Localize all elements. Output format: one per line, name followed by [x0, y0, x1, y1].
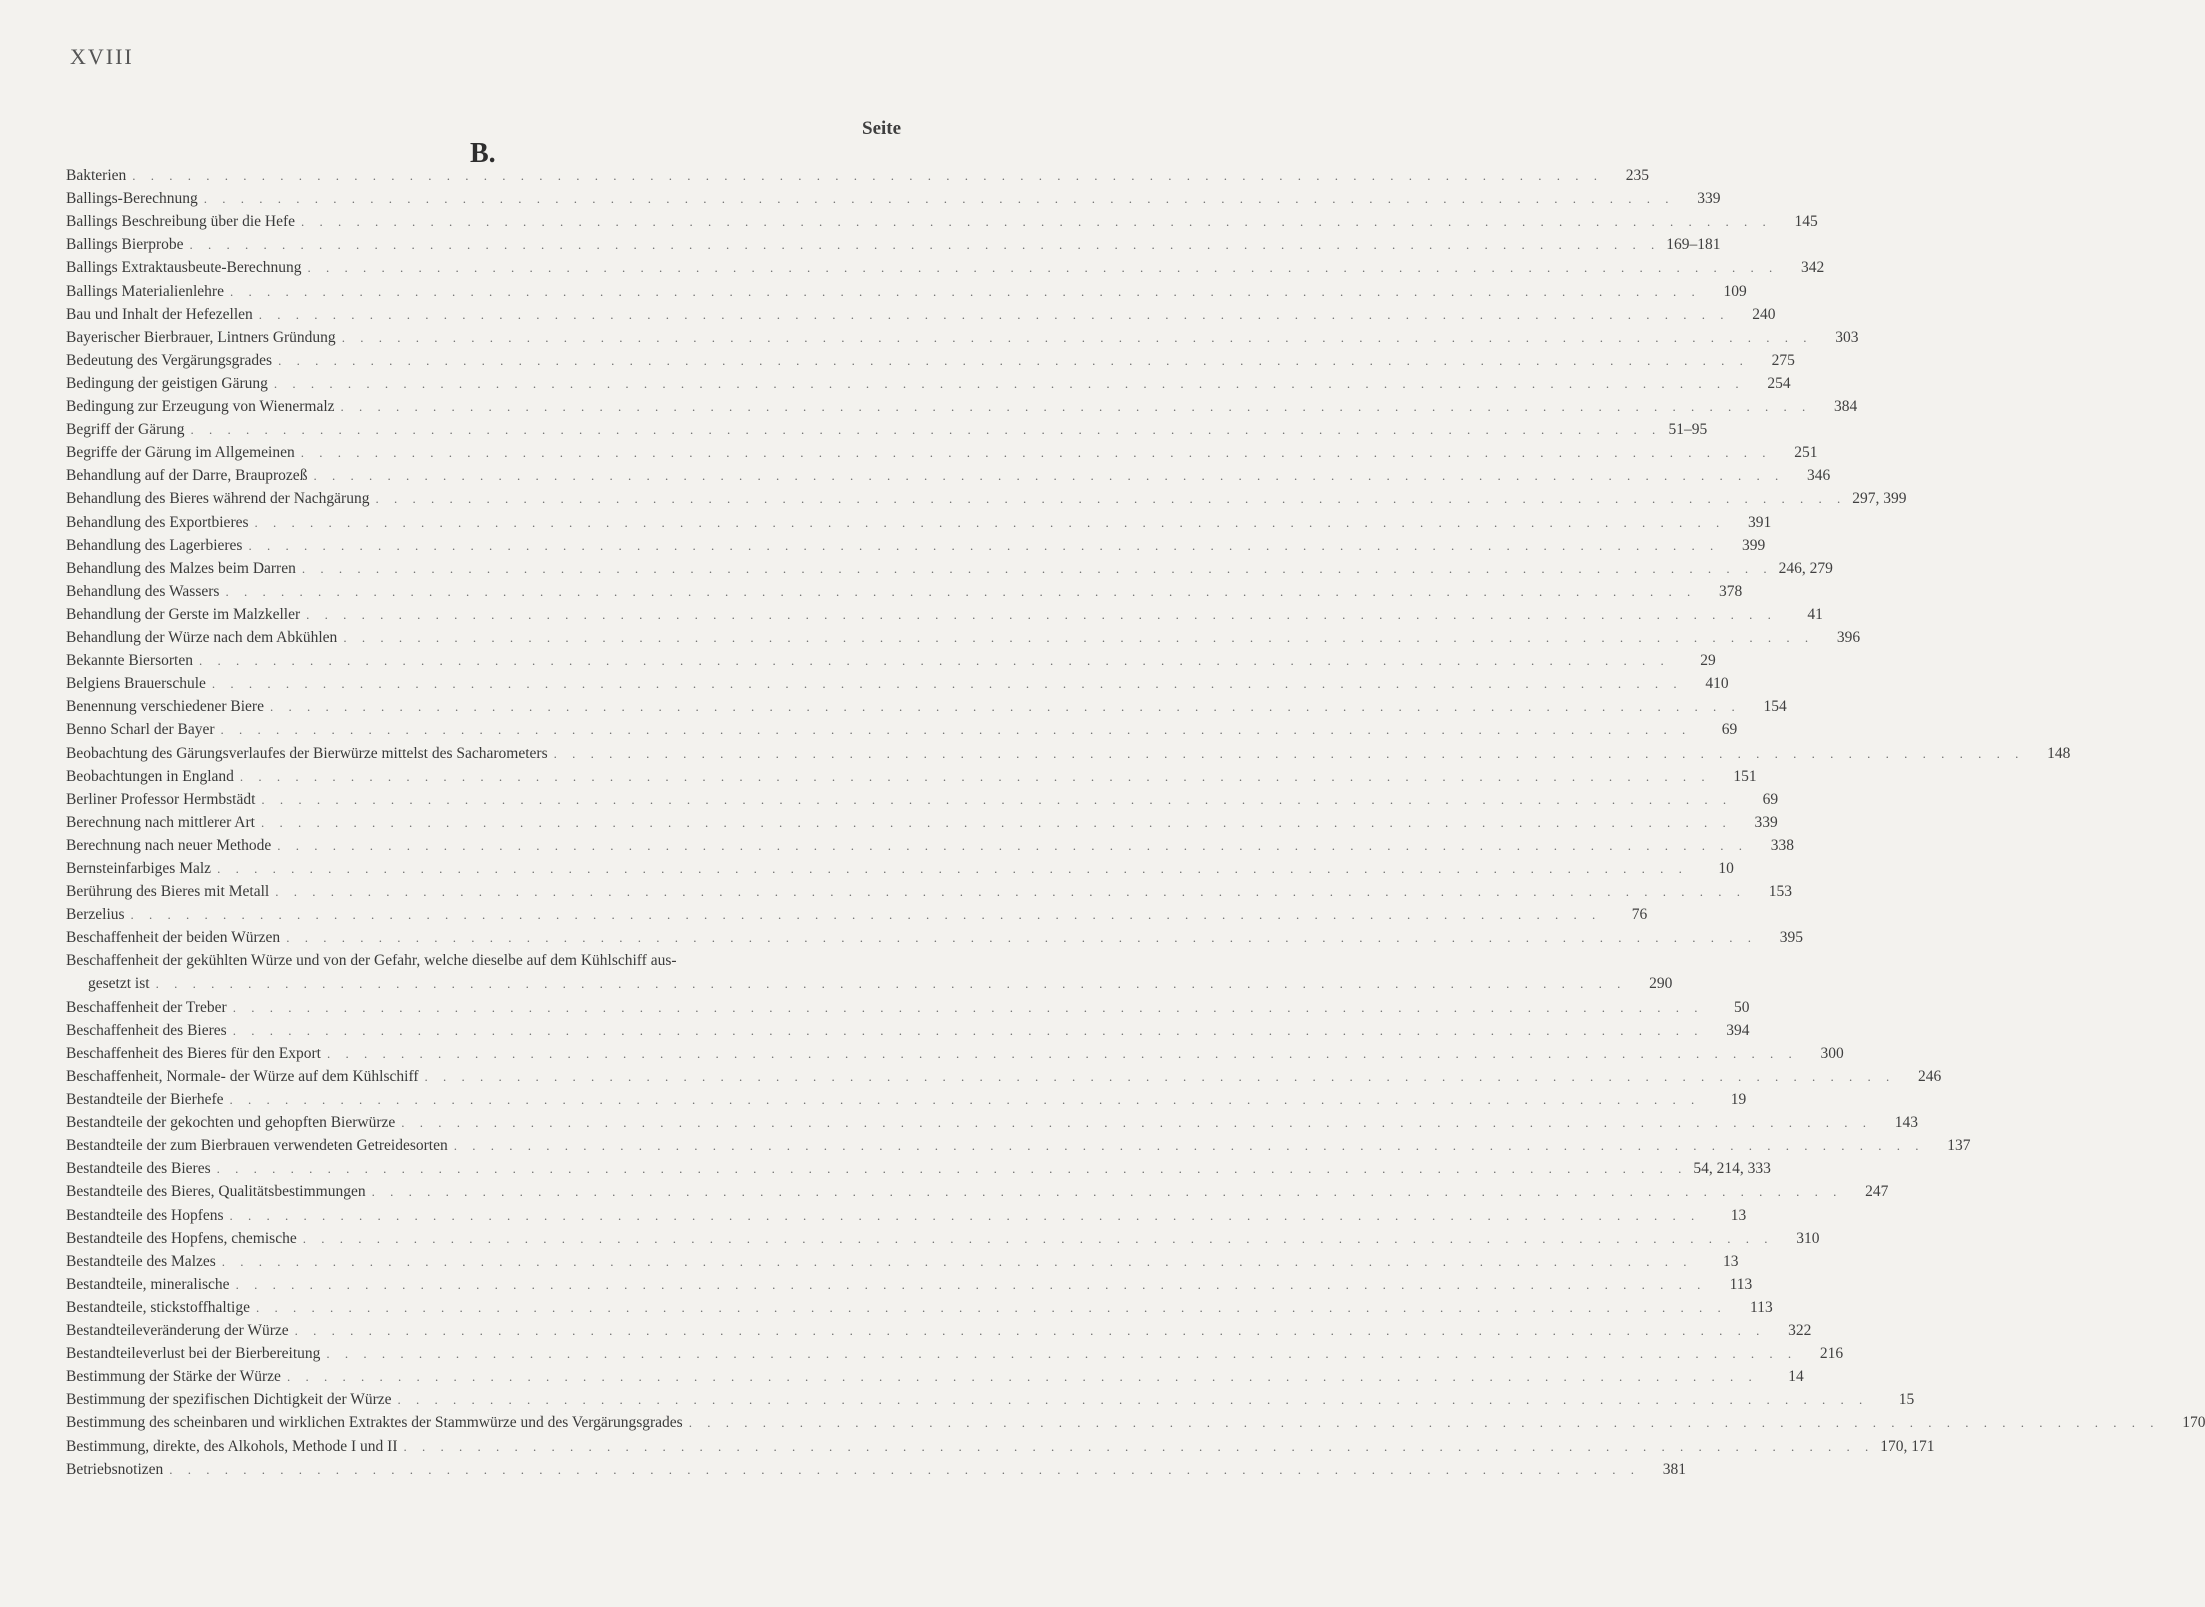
- page-reference: 338: [1770, 836, 1795, 854]
- index-entry: [66, 513, 1772, 532]
- entry-term: Bestandteileverlust bei der Bierbereitung: [66, 1345, 321, 1363]
- entry-term: Benennung verschiedener Biere: [66, 698, 264, 716]
- index-entry: [66, 883, 1792, 901]
- index-entry: [66, 236, 1721, 254]
- index-entry: [66, 952, 1673, 993]
- entry-term: Bestandteile des Malzes: [66, 1252, 216, 1270]
- page-reference: 69: [1721, 721, 1738, 739]
- dot-leader: . . . . . . . . . . . . . . . . . . . . . . . . . . . . . . . . . . . . . . . . . . . . . . . . . . . . . . . . . . . . . . . . . . . . . . . . . . . . . . . .: [286, 930, 1757, 946]
- entry-term: Berechnung nach neuer Methode: [66, 836, 272, 854]
- page-reference: 41: [1807, 605, 1823, 623]
- page-reference: 342: [1800, 259, 1825, 277]
- dot-leader: . . . . . . . . . . . . . . . . . . . . . . . . . . . . . . . . . . . . . . . . . . . . . . . . . . . . . . . . . . . . . . . . . . . . . . . . . . . . . . . .: [326, 1045, 1798, 1061]
- entry-term: Bau und Inhalt der Hefezellen: [66, 305, 253, 323]
- dot-leader: . . . . . . . . . . . . . . . . . . . . . . . . . . . . . . . . . . . . . . . . . . . . . . . . . . . . . . . . . . . . . . . . . . . . . . . . . . . . . . . .: [302, 1230, 1774, 1246]
- index-entry: [66, 629, 1861, 647]
- page-reference: 148: [2047, 744, 2071, 762]
- index-entry: [66, 490, 1907, 508]
- index-entry: [66, 860, 1734, 878]
- entry-term: Berechnung nach mittlerer Art: [66, 813, 255, 831]
- index-entry: [66, 1160, 1771, 1178]
- entry-term: Bedeutung des Vergärungsgrades: [66, 351, 273, 369]
- index-entry: [66, 813, 1778, 832]
- index-entry: [66, 559, 1833, 578]
- page-reference: 391: [1748, 513, 1772, 531]
- page-reference: 169–181: [1666, 236, 1721, 254]
- entry-term: Betriebsnotizen: [66, 1460, 164, 1478]
- page-reference: 246, 279: [1778, 559, 1833, 577]
- page-reference: 76: [1631, 906, 1648, 924]
- index-entry: [66, 444, 1818, 462]
- page-reference: 54, 214, 333: [1693, 1160, 1771, 1178]
- index-entry: [66, 836, 1795, 855]
- page-reference: 381: [1662, 1460, 1687, 1478]
- dot-leader: . . . . . . . . . . . . . . . . . . . . . . . . . . . . . . . . . . . . . . . . . . . . . . . . . . . . . . . . . . . . . . . . . . . . . . . . . . . . . . . .: [401, 1115, 1873, 1131]
- entry-term: Behandlung des Wassers: [66, 582, 220, 600]
- entry-term: Begriffe der Gärung im Allgemeinen: [66, 444, 295, 462]
- page-reference: 310: [1796, 1229, 1820, 1247]
- dot-leader: . . . . . . . . . . . . . . . . . . . . . . . . . . . . . . . . . . . . . . . . . . . . . . . . . . . . . . . . . . . . . . . . . . . . . . . . . . . . . . . .: [275, 884, 1746, 900]
- entry-term: Bernsteinfarbiges Malz: [66, 860, 212, 877]
- entry-term: Beschaffenheit des Bieres für den Export: [66, 1044, 321, 1062]
- dot-leader: . . . . . . . . . . . . . . . . . . . . . . . . . . . . . . . . . . . . . . . . . . . . . . . . . . . . . . . . . . . . . . . . . . . . . . . . . . . . . . . .: [132, 168, 1604, 183]
- page-reference: 396: [1836, 629, 1861, 646]
- dot-leader: . . . . . . . . . . . . . . . . . . . . . . . . . . . . . . . . . . . . . . . . . . . . . . . . . . . . . . . . . . . . . . . . . . . . . . . . . . . . . . . .: [301, 560, 1773, 576]
- entry-term: Bestimmung, direkte, des Alkohols, Methode I und II: [66, 1437, 398, 1455]
- index-entry: [66, 1044, 1844, 1063]
- page-reference: 240: [1752, 305, 1776, 323]
- entry-term: Behandlung des Bieres während der Nachgärung: [66, 490, 370, 508]
- index-entry: [66, 1114, 1919, 1132]
- entry-term: Bestandteile der gekochten und gehopften Bierwürze: [66, 1114, 396, 1132]
- dot-leader: . . . . . . . . . . . . . . . . . . . . . . . . . . . . . . . . . . . . . . . . . . . . . . . . . . . . . . . . . . . . . . . . . . . . . . . . . . . . . . . .: [221, 1253, 1693, 1269]
- entry-term: Bestandteile der zum Bierbrauen verwendeten Getreidesorten: [66, 1137, 448, 1155]
- entry-term: Bestimmung der spezifischen Dichtigkeit der Würze: [66, 1391, 392, 1409]
- index-entry: [66, 1322, 1812, 1340]
- dot-leader: . . . . . . . . . . . . . . . . . . . . . . . . . . . . . . . . . . . . . . . . . . . . . . . . . . . . . . . . . . . . . . . . . . . . . . . . . . . . . . . .: [261, 791, 1733, 807]
- dot-leader: . . . . . . . . . . . . . . . . . . . . . . . . . . . . . . . . . . . . . . . . . . . . . . . . . . . . . . . . . . . . . . . . . . . . . . . . . . . . . . . .: [371, 1184, 1843, 1200]
- entry-term-continuation: gesetzt ist: [88, 975, 150, 993]
- page-reference: 297, 399: [1852, 490, 1907, 508]
- index-entry: [66, 351, 1795, 370]
- dot-leader: . . . . . . . . . . . . . . . . . . . . . . . . . . . . . . . . . . . . . . . . . . . . . . . . . . . . . . . . . . . . . . . . . . . . . . . . . . . . . . . .: [258, 306, 1730, 322]
- index-entry: [66, 790, 1779, 809]
- dot-leader: . . . . . . . . . . . . . . . . . . . . . . . . . . . . . . . . . . . . . . . . . . . . . . . . . . . . . . . . . . . . . . . . . . . . . . . . . . . . . . . .: [229, 1092, 1701, 1107]
- index-entry: [66, 421, 1708, 439]
- page-reference: 290: [1649, 975, 1673, 993]
- page-reference: 384: [1834, 398, 1858, 415]
- page-reference: 247: [1865, 1183, 1889, 1201]
- entry-term: Ballings Bierprobe: [66, 236, 184, 254]
- index-entry: [66, 1021, 1750, 1040]
- page-reference: 13: [1723, 1252, 1739, 1270]
- dot-leader: . . . . . . . . . . . . . . . . . . . . . . . . . . . . . . . . . . . . . . . . . . . . . . . . . . . . . . . . . . . . . . . . . . . . . . . . . . . . . . . .: [301, 214, 1772, 230]
- entry-term: Bedingung zur Erzeugung von Wienermalz: [66, 398, 335, 415]
- page-reference: 251: [1794, 444, 1818, 462]
- dot-leader: . . . . . . . . . . . . . . . . . . . . . . . . . . . . . . . . . . . . . . . . . . . . . . . . . . . . . . . . . . . . . . . . . . . . . . . . . . . . . . . .: [232, 999, 1704, 1015]
- dot-leader: . . . . . . . . . . . . . . . . . . . . . . . . . . . . . . . . . . . . . . . . . . . . . . . . . . . . . . . . . . . . . . . . . . . . . . . . . . . . . . . .: [341, 329, 1813, 345]
- page-reference: 322: [1788, 1322, 1812, 1339]
- page-reference: 153: [1768, 883, 1792, 901]
- entry-term: Ballings Materialienlehre: [66, 282, 224, 300]
- page-reference: 113: [1729, 1275, 1753, 1293]
- index-entry: [66, 1391, 1915, 1409]
- entry-term: Beobachtungen in England: [66, 767, 234, 785]
- dot-leader: . . . . . . . . . . . . . . . . . . . . . . . . . . . . . . . . . . . . . . . . . . . . . . . . . . . . . . . . . . . . . . . . . . . . . . . . . . . . . . . .: [203, 191, 1675, 207]
- index-entry: [66, 282, 1747, 301]
- index-entry: [66, 744, 2071, 763]
- page-reference: 275: [1771, 351, 1795, 369]
- index-entry: [66, 190, 1721, 208]
- dot-leader: . . . . . . . . . . . . . . . . . . . . . . . . . . . . . . . . . . . . . . . . . . . . . . . . . . . . . . . . . . . . . . . . . . . . . . . . . . . . . . . .: [453, 1138, 1925, 1154]
- page-reference: 13: [1730, 1206, 1747, 1224]
- page-reference: 109: [1723, 282, 1747, 300]
- section-letter: B.: [470, 138, 496, 169]
- index-entry: [66, 998, 1750, 1017]
- page-reference: 15: [1898, 1391, 1915, 1409]
- index-entry: [66, 259, 1825, 277]
- dot-leader: . . . . . . . . . . . . . . . . . . . . . . . . . . . . . . . . . . . . . . . . . . . . . . . . . . . . . . . . . . . . . . . . . . . . . . . . . . . . . . . .: [190, 422, 1662, 438]
- entry-term: Berliner Professor Hermbstädt: [66, 790, 256, 808]
- index-entry: [66, 1252, 1739, 1271]
- dot-leader: . . . . . . . . . . . . . . . . . . . . . . . . . . . . . . . . . . . . . . . . . . . . . . . . . . . . . . . . . . . . . . . . . . . . . . . . . . . . . . . .: [277, 837, 1749, 853]
- dot-leader: . . . . . . . . . . . . . . . . . . . . . . . . . . . . . . . . . . . . . . . . . . . . . . . . . . . . . . . . . . . . . . . . . . . . . . . . . . . . . . . .: [255, 1299, 1727, 1315]
- dot-leader: . . . . . . . . . . . . . . . . . . . . . . . . . . . . . . . . . . . . . . . . . . . . . . . . . . . . . . . . . . . . . . . . . . . . . . . . . . . . . . . .: [286, 1369, 1758, 1385]
- dot-leader: . . . . . . . . . . . . . . . . . . . . . . . . . . . . . . . . . . . . . . . . . . . . . . . . . . . . . . . . . . . . . . . . . . . . . . . . . . . . . . . .: [424, 1068, 1896, 1084]
- dot-leader: . . . . . . . . . . . . . . . . . . . . . . . . . . . . . . . . . . . . . . . . . . . . . . . . . . . . . . . . . . . . . . . . . . . . . . . . . . . . . . . .: [260, 814, 1732, 830]
- page-reference: 339: [1697, 190, 1721, 208]
- dot-leader: . . . . . . . . . . . . . . . . . . . . . . . . . . . . . . . . . . . . . . . . . . . . . . . . . . . . . . . . . . . . . . . . . . . . . . . . . . . . . . . .: [326, 1346, 1798, 1362]
- dot-leader: . . . . . . . . . . . . . . . . . . . . . . . . . . . . . . . . . . . . . . . . . . . . . . . . . . . . . . . . . . . . . . . . . . . . . . . . . . . . . . . .: [403, 1438, 1875, 1454]
- index-entry: [66, 721, 1738, 739]
- entry-term: Bestandteile des Bieres, Qualitätsbestimmungen: [66, 1183, 366, 1201]
- index-entry: [66, 1345, 1844, 1363]
- dot-leader: . . . . . . . . . . . . . . . . . . . . . . . . . . . . . . . . . . . . . . . . . . . . . . . . . . . . . . . . . . . . . . . . . . . . . . . . . . . . . . . .: [248, 537, 1720, 553]
- entry-term: Ballings Beschreibung über die Hefe: [66, 213, 295, 231]
- dot-leader: . . . . . . . . . . . . . . . . . . . . . . . . . . . . . . . . . . . . . . . . . . . . . . . . . . . . . . . . . . . . . . . . . . . . . . . . . . . . . . . .: [235, 1276, 1707, 1292]
- entry-term: Behandlung des Exportbieres: [66, 513, 249, 531]
- index-entry: [66, 305, 1776, 324]
- dot-leader: . . . . . . . . . . . . . . . . . . . . . . . . . . . . . . . . . . . . . . . . . . . . . . . . . . . . . . . . . . . . . . . . . . . . . . . . . . . . . . . .: [220, 722, 1692, 738]
- entry-term: Bekannte Biersorten: [66, 652, 193, 670]
- index-entry: [66, 1067, 1942, 1086]
- entry-term: Ballings-Berechnung: [66, 190, 198, 208]
- index-entry: [66, 652, 1716, 670]
- entry-term: Berzelius: [66, 906, 125, 924]
- entry-term: Behandlung auf der Darre, Brauprozeß: [66, 467, 308, 485]
- entry-term: Bakterien: [66, 167, 127, 184]
- dot-leader: . . . . . . . . . . . . . . . . . . . . . . . . . . . . . . . . . . . . . . . . . . . . . . . . . . . . . . . . . . . . . . . . . . . . . . . . . . . . . . . .: [229, 1207, 1701, 1223]
- entry-term: Bestandteile, mineralische: [66, 1275, 230, 1293]
- dot-leader: . . . . . . . . . . . . . . . . . . . . . . . . . . . . . . . . . . . . . . . . . . . . . . . . . . . . . . . . . . . . . . . . . . . . . . . . . . . . . . . .: [211, 676, 1683, 692]
- index-entry: [66, 1206, 1747, 1225]
- entry-term: Beschaffenheit des Bieres: [66, 1021, 227, 1039]
- dot-leader: . . . . . . . . . . . . . . . . . . . . . . . . . . . . . . . . . . . . . . . . . . . . . . . . . . . . . . . . . . . . . . . . . . . . . . . . . . . . . . . .: [343, 630, 1815, 645]
- page-reference: 246: [1918, 1067, 1942, 1085]
- index-entry: [66, 1298, 1773, 1317]
- entry-term: Benno Scharl der Bayer: [66, 721, 215, 739]
- index-entry: [66, 698, 1787, 716]
- index-entry: [66, 1229, 1820, 1248]
- index-entry: [66, 374, 1791, 393]
- entry-term: Bayerischer Bierbrauer, Lintners Gründung: [66, 328, 336, 346]
- dot-leader: . . . . . . . . . . . . . . . . . . . . . . . . . . . . . . . . . . . . . . . . . . . . . . . . . . . . . . . . . . . . . . . . . . . . . . . . . . . . . . . .: [189, 237, 1661, 253]
- dot-leader: . . . . . . . . . . . . . . . . . . . . . . . . . . . . . . . . . . . . . . . . . . . . . . . . . . . . . . . . . . . . . . . . . . . . . . . . . . . . . . . .: [397, 1392, 1869, 1408]
- dot-leader: . . . . . . . . . . . . . . . . . . . . . . . . . . . . . . . . . . . . . . . . . . . . . . . . . . . . . . . . . . . . . . . . . . . . . . . . . . . . . . . .: [340, 399, 1812, 414]
- entry-term: Bestandteile des Hopfens: [66, 1206, 224, 1224]
- page-number: XVIII: [70, 44, 134, 69]
- index-entry: [66, 167, 1650, 185]
- entry-term: Beschaffenheit, Normale- der Würze auf dem Kühlschiff: [66, 1067, 419, 1085]
- index-entry: [66, 1275, 1753, 1294]
- page-reference: 410: [1705, 675, 1729, 693]
- page-reference: 137: [1947, 1137, 1971, 1155]
- page-reference: 29: [1700, 652, 1716, 670]
- entry-term: Bestandteile, stickstoffhaltige: [66, 1298, 250, 1316]
- index-entry: [66, 1091, 1747, 1109]
- page-reference: 378: [1718, 582, 1743, 600]
- entry-term: Beschaffenheit der Treber: [66, 998, 227, 1016]
- entry-term: Bestandteile des Hopfens, chemische: [66, 1229, 297, 1247]
- entry-term: Bestandteileveränderung der Würze: [66, 1322, 289, 1339]
- entry-term: Behandlung des Malzes beim Darren: [66, 559, 296, 577]
- index-entry: [66, 536, 1766, 555]
- page-reference: 216: [1819, 1345, 1844, 1363]
- page-reference: 235: [1625, 167, 1650, 184]
- index-entry: [66, 1460, 1687, 1479]
- entry-term: Bestimmung der Stärke der Würze: [66, 1368, 281, 1386]
- column-label-seite: Seite: [862, 118, 902, 139]
- page-reference: 399: [1741, 536, 1766, 554]
- dot-leader: . . . . . . . . . . . . . . . . . . . . . . . . . . . . . . . . . . . . . . . . . . . . . . . . . . . . . . . . . . . . . . . . . . . . . . . . . . . . . . . .: [229, 283, 1701, 299]
- entry-term: Beschaffenheit der gekühlten Würze und von der Gefahr, welche dieselbe auf dem Kühlschiff aus-: [66, 952, 677, 970]
- page-reference: 14: [1788, 1368, 1804, 1386]
- index-entry: [66, 929, 1803, 947]
- entry-term: Begriff der Gärung: [66, 421, 185, 439]
- dot-leader: . . . . . . . . . . . . . . . . . . . . . . . . . . . . . . . . . . . . . . . . . . . . . . . . . . . . . . . . . . . . . . . . . . . . . . . . . . . . . . . .: [313, 468, 1785, 484]
- entry-term: Behandlung des Lagerbieres: [66, 536, 243, 554]
- dot-leader: . . . . . . . . . . . . . . . . . . . . . . . . . . . . . . . . . . . . . . . . . . . . . . . . . . . . . . . . . . . . . . . . . . . . . . . . . . . . . . . .: [232, 1022, 1704, 1038]
- dot-leader: . . . . . . . . . . . . . . . . . . . . . . . . . . . . . . . . . . . . . . . . . . . . . . . . . . . . . . . . . . . . . . . . . . . . . . . . . . . . . . . .: [239, 768, 1711, 784]
- index-entry: [66, 1437, 1935, 1456]
- page-reference: 339: [1754, 813, 1778, 831]
- dot-leader: . . . . . . . . . . . . . . . . . . . . . . . . . . . . . . . . . . . . . . . . . . . . . . . . . . . . . . . . . . . . . . . . . . . . . . . . . . . . . . . .: [306, 606, 1777, 622]
- dot-leader: . . . . . . . . . . . . . . . . . . . . . . . . . . . . . . . . . . . . . . . . . . . . . . . . . . . . . . . . . . . . . . . . . . . . . . . . . . . . . . . .: [217, 861, 1688, 876]
- page-reference: 19: [1730, 1091, 1747, 1108]
- dot-leader: . . . . . . . . . . . . . . . . . . . . . . . . . . . . . . . . . . . . . . . . . . . . . . . . . . . . . . . . . . . . . . . . . . . . . . . . . . . . . . . .: [688, 1415, 2160, 1431]
- page-reference: 395: [1779, 929, 1803, 947]
- page-reference: 10: [1718, 860, 1734, 877]
- index-entry: [66, 328, 1859, 347]
- page-reference: 151: [1733, 767, 1757, 785]
- entry-term: Bestimmung des scheinbaren und wirklichen Extraktes der Stammwürze und des Vergärungsgrades: [66, 1414, 683, 1432]
- entry-term: Beschaffenheit der beiden Würzen: [66, 929, 281, 947]
- dot-leader: . . . . . . . . . . . . . . . . . . . . . . . . . . . . . . . . . . . . . . . . . . . . . . . . . . . . . . . . . . . . . . . . . . . . . . . . . . . . . . . .: [300, 445, 1772, 461]
- page-reference: 300: [1820, 1044, 1844, 1062]
- dot-leader: . . . . . . . . . . . . . . . . . . . . . . . . . . . . . . . . . . . . . . . . . . . . . . . . . . . . . . . . . . . . . . . . . . . . . . . . . . . . . . . .: [198, 653, 1670, 669]
- index-entry: [66, 1368, 1804, 1386]
- page-reference: 51–95: [1668, 421, 1708, 439]
- index-entry: [66, 675, 1729, 693]
- page-reference: 303: [1835, 328, 1859, 346]
- dot-leader: . . . . . . . . . . . . . . . . . . . . . . . . . . . . . . . . . . . . . . . . . . . . . . . . . . . . . . . . . . . . . . . . . . . . . . . . . . . . . . . .: [155, 976, 1627, 992]
- entry-term: Belgiens Brauerschule: [66, 675, 206, 693]
- page-reference: 254: [1767, 374, 1791, 392]
- page-reference: 346: [1806, 467, 1831, 485]
- entry-term: Berührung des Bieres mit Metall: [66, 883, 270, 901]
- entry-term: Behandlung der Gerste im Malzkeller: [66, 605, 301, 623]
- dot-leader: . . . . . . . . . . . . . . . . . . . . . . . . . . . . . . . . . . . . . . . . . . . . . . . . . . . . . . . . . . . . . . . . . . . . . . . . . . . . . . . .: [307, 260, 1779, 276]
- index-entry: [66, 1137, 1971, 1155]
- entry-term: Beobachtung des Gärungsverlaufes der Bierwürze mittelst des Sacharometers: [66, 744, 548, 762]
- entry-term: Bestandteile des Bieres: [66, 1160, 211, 1178]
- page-reference: 143: [1894, 1114, 1919, 1132]
- page-reference: 154: [1763, 698, 1787, 716]
- index-entry: [66, 398, 1858, 416]
- dot-leader: . . . . . . . . . . . . . . . . . . . . . . . . . . . . . . . . . . . . . . . . . . . . . . . . . . . . . . . . . . . . . . . . . . . . . . . . . . . . . . . .: [375, 491, 1847, 507]
- page-reference: 170: [2182, 1414, 2205, 1432]
- dot-leader: . . . . . . . . . . . . . . . . . . . . . . . . . . . . . . . . . . . . . . . . . . . . . . . . . . . . . . . . . . . . . . . . . . . . . . . . . . . . . . . .: [130, 907, 1602, 923]
- entry-term: Bedingung der geistigen Gärung: [66, 374, 268, 392]
- page-reference: 50: [1733, 998, 1750, 1016]
- index-entry: [66, 1414, 2205, 1432]
- page-reference: 113: [1750, 1298, 1773, 1316]
- dot-leader: . . . . . . . . . . . . . . . . . . . . . . . . . . . . . . . . . . . . . . . . . . . . . . . . . . . . . . . . . . . . . . . . . . . . . . . . . . . . . . . .: [269, 699, 1741, 715]
- entry-term: Ballings Extraktausbeute-Berechnung: [66, 259, 302, 277]
- index-entry: [66, 767, 1757, 786]
- dot-leader: . . . . . . . . . . . . . . . . . . . . . . . . . . . . . . . . . . . . . . . . . . . . . . . . . . . . . . . . . . . . . . . . . . . . . . . . . . . . . . . .: [216, 1161, 1688, 1177]
- index-entry: [66, 1183, 1889, 1201]
- index-entry: [66, 605, 1823, 624]
- dot-leader: . . . . . . . . . . . . . . . . . . . . . . . . . . . . . . . . . . . . . . . . . . . . . . . . . . . . . . . . . . . . . . . . . . . . . . . . . . . . . . . .: [553, 745, 2025, 761]
- entry-term: Bestandteile der Bierhefe: [66, 1091, 224, 1108]
- dot-leader: . . . . . . . . . . . . . . . . . . . . . . . . . . . . . . . . . . . . . . . . . . . . . . . . . . . . . . . . . . . . . . . . . . . . . . . . . . . . . . . .: [169, 1461, 1641, 1477]
- dot-leader: . . . . . . . . . . . . . . . . . . . . . . . . . . . . . . . . . . . . . . . . . . . . . . . . . . . . . . . . . . . . . . . . . . . . . . . . . . . . . . . .: [273, 375, 1745, 391]
- dot-leader: . . . . . . . . . . . . . . . . . . . . . . . . . . . . . . . . . . . . . . . . . . . . . . . . . . . . . . . . . . . . . . . . . . . . . . . . . . . . . . . .: [225, 583, 1697, 599]
- dot-leader: . . . . . . . . . . . . . . . . . . . . . . . . . . . . . . . . . . . . . . . . . . . . . . . . . . . . . . . . . . . . . . . . . . . . . . . . . . . . . . . .: [254, 514, 1726, 530]
- index-entry: [66, 582, 1743, 601]
- page-reference: 145: [1794, 213, 1818, 231]
- index-entry: [66, 906, 1648, 924]
- index-entry: [66, 213, 1818, 231]
- page-reference: 69: [1762, 790, 1779, 808]
- index-entry: [66, 467, 1831, 485]
- dot-leader: . . . . . . . . . . . . . . . . . . . . . . . . . . . . . . . . . . . . . . . . . . . . . . . . . . . . . . . . . . . . . . . . . . . . . . . . . . . . . . . .: [294, 1323, 1766, 1338]
- entry-term: Behandlung der Würze nach dem Abkühlen: [66, 629, 338, 646]
- page-reference: 170, 171: [1880, 1437, 1935, 1455]
- dot-leader: . . . . . . . . . . . . . . . . . . . . . . . . . . . . . . . . . . . . . . . . . . . . . . . . . . . . . . . . . . . . . . . . . . . . . . . . . . . . . . . .: [278, 352, 1749, 368]
- page-reference: 394: [1726, 1021, 1750, 1039]
